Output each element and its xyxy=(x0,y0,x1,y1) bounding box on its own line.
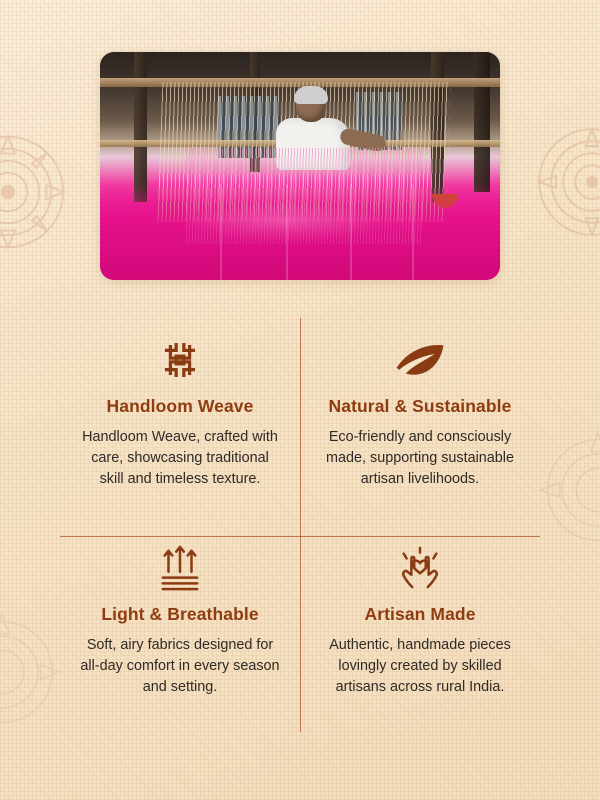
handloom-knot-icon xyxy=(157,334,203,386)
mandala-decoration-icon xyxy=(538,430,600,550)
feature-description: Soft, airy fabrics designed for all-day comfort in every season and setting. xyxy=(80,637,280,695)
feature-card-artisan-made xyxy=(300,526,540,734)
feature-card-handloom-weave xyxy=(60,318,300,526)
mandala-decoration-icon xyxy=(0,612,62,732)
feature-description: Authentic, handmade pieces lovingly created by skilled artisans across rural India. xyxy=(329,637,511,695)
feature-title: Artisan Made xyxy=(364,604,476,624)
mandala-decoration-icon xyxy=(0,132,68,252)
feature-description: Eco-friendly and consciously made, supporting sustainable artisan livelihoods. xyxy=(326,429,514,487)
feature-card-natural-sustainable xyxy=(300,318,540,526)
feature-grid xyxy=(60,318,540,734)
mandala-decoration-icon xyxy=(532,122,600,242)
breathable-arrows-icon xyxy=(157,542,203,594)
feature-card-light-breathable xyxy=(60,526,300,734)
feature-title: Natural & Sustainable xyxy=(328,396,512,416)
hero-image xyxy=(100,52,500,280)
hero-photo-content xyxy=(100,52,500,280)
hands-heart-icon xyxy=(395,542,445,594)
feature-title: Handloom Weave xyxy=(106,396,254,416)
feature-description: Handloom Weave, crafted with care, showcasing traditional skill and timeless texture. xyxy=(82,429,278,487)
leaf-icon xyxy=(394,334,446,386)
feature-title: Light & Breathable xyxy=(101,604,259,624)
